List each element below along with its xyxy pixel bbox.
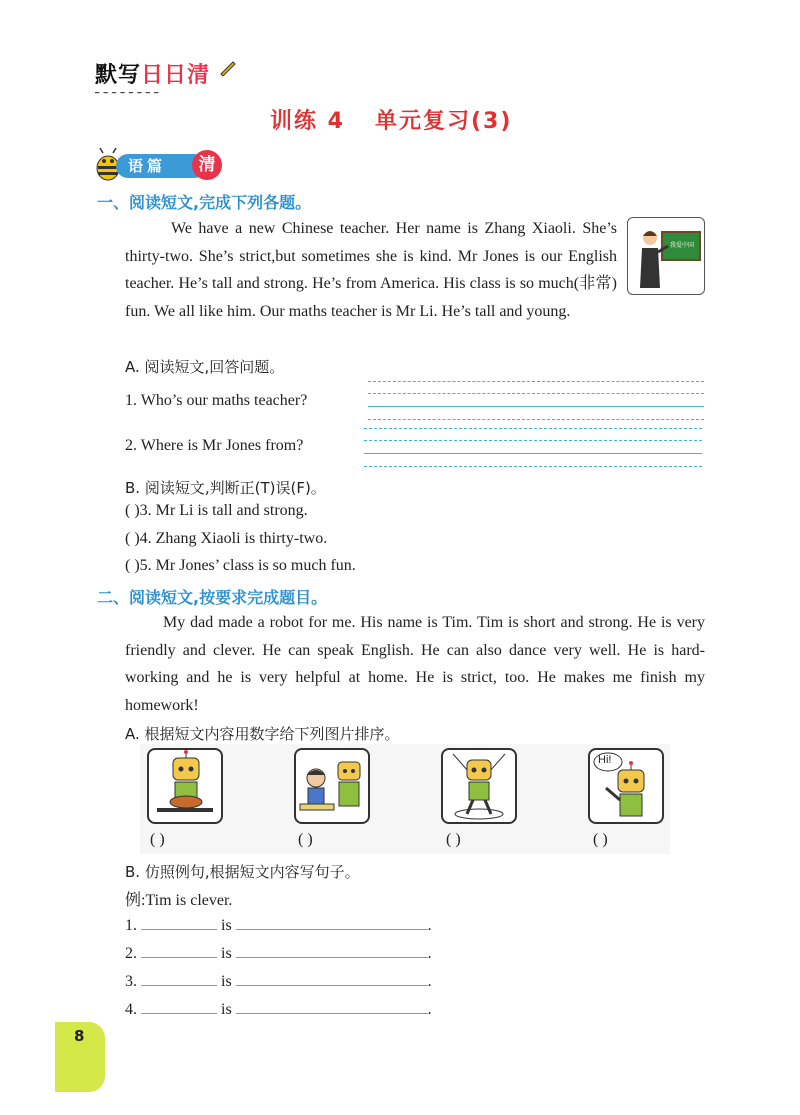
answer-baseline-1 <box>368 406 704 407</box>
part2-sub-b: B. 仿照例句,根据短文内容写句子。 <box>125 863 360 881</box>
tf-item-3[interactable] <box>125 502 308 520</box>
tf-paren: ( ) <box>125 530 140 547</box>
page-title <box>270 104 512 135</box>
blank-adjective[interactable] <box>236 914 428 930</box>
page-number: 8 <box>74 1027 85 1045</box>
picture-answer-3[interactable]: ( ) <box>446 831 461 848</box>
section-label: 语篇 <box>116 154 206 178</box>
blank-subject[interactable] <box>141 998 217 1014</box>
tf-text: 5. Mr Jones’ class is so much fun. <box>139 557 356 574</box>
blank-adjective[interactable] <box>236 942 428 958</box>
row-number: 1. <box>125 917 137 934</box>
blank-adjective[interactable] <box>236 970 428 986</box>
picture-robot-dancing <box>441 748 517 824</box>
part2-passage <box>125 609 705 719</box>
answer-dash-5 <box>364 440 702 441</box>
brand-part1: 默写 <box>95 63 142 88</box>
part2-heading: 二、阅读短文,按要求完成题目。 <box>97 588 328 607</box>
blank-subject[interactable] <box>141 914 217 930</box>
answer-baseline-2 <box>364 453 702 454</box>
tf-text: 4. Zhang Xiaoli is thirty-two. <box>139 530 328 547</box>
answer-dash-6 <box>364 466 702 467</box>
question-1: 1. Who’s our maths teacher? <box>125 392 308 409</box>
title-lesson: 训练 4 <box>270 109 345 134</box>
picture-robot-cooking <box>147 748 223 824</box>
brand-sub-decoration: ━ ━ ━ ━ ━ ━ ━ ━ <box>95 89 160 97</box>
tf-item-4[interactable] <box>125 530 327 548</box>
part1-heading: 一、阅读短文,完成下列各题。 <box>97 193 312 212</box>
row-number: 4. <box>125 1001 137 1018</box>
sentence-row-2 <box>125 942 432 963</box>
row-is: is <box>221 1001 232 1018</box>
row-is: is <box>221 973 232 990</box>
part2-sub-a: A. 根据短文内容用数字给下列图片排序。 <box>125 725 400 743</box>
sentence-row-1 <box>125 914 432 935</box>
question-2: 2. Where is Mr Jones from? <box>125 437 304 454</box>
tf-paren: ( ) <box>125 502 140 519</box>
brand-part2: 日日清 <box>141 63 211 88</box>
row-is: is <box>221 945 232 962</box>
answer-dash-3 <box>368 419 704 420</box>
robot-dancing-illustration <box>443 750 515 822</box>
row-number: 2. <box>125 945 137 962</box>
example-sentence: 例:Tim is clever. <box>125 892 233 909</box>
board-text: 我爱中国 <box>670 242 695 249</box>
hi-bubble-text: Hi! <box>598 754 612 766</box>
part1-passage-text: We have a new Chinese teacher. Her name is Zhang Xiaoli. She’s thirty-two. She’s strict,but sometimes she is kind. Mr Jones is our English teacher. He’s tall and strong. He’s from America. His class is so much(非常) fun. We all like him. Our maths teacher is Mr Li. He’s tall and young. <box>125 220 617 320</box>
part1-sub-a: A. 阅读短文,回答问题。 <box>125 358 285 376</box>
tf-paren: ( ) <box>125 557 140 574</box>
row-is: is <box>221 917 232 934</box>
blank-subject[interactable] <box>141 942 217 958</box>
section-circle: 清 <box>192 150 222 180</box>
row-period: . <box>427 945 432 962</box>
blank-adjective[interactable] <box>236 998 428 1014</box>
answer-dash-2 <box>368 393 704 394</box>
row-period: . <box>427 973 432 990</box>
tf-text: 3. Mr Li is tall and strong. <box>139 502 308 519</box>
robot-homework-illustration <box>296 750 368 822</box>
picture-robot-hi <box>588 748 664 824</box>
picture-answer-2[interactable]: ( ) <box>298 831 313 848</box>
picture-answer-1[interactable]: ( ) <box>150 831 165 848</box>
sentence-row-4 <box>125 998 432 1019</box>
part2-passage-text: My dad made a robot for me. His name is Tim. Tim is short and strong. He is very friendly and clever. He can speak English. He can also dance very well. He is hard-working and he is very helpful at home. He is strict, too. He makes me finish my homework! <box>125 614 705 714</box>
tf-item-5[interactable] <box>125 557 356 575</box>
answer-dash-4 <box>364 428 702 429</box>
picture-robot-homework <box>294 748 370 824</box>
answer-dash-1 <box>368 381 704 382</box>
brand-logo <box>95 58 255 98</box>
teacher-illustration <box>628 218 705 295</box>
pen-icon <box>219 58 237 76</box>
title-unit: 单元复习(3) <box>374 109 513 134</box>
row-period: . <box>427 1001 432 1018</box>
row-period: . <box>427 917 432 934</box>
row-number: 3. <box>125 973 137 990</box>
picture-answer-4[interactable]: ( ) <box>593 831 608 848</box>
sentence-row-3 <box>125 970 432 991</box>
blank-subject[interactable] <box>141 970 217 986</box>
part1-passage <box>125 215 705 325</box>
brand-title <box>95 58 255 89</box>
part1-sub-b: B. 阅读短文,判断正(T)误(F)。 <box>125 479 326 497</box>
robot-cooking-illustration <box>149 750 221 822</box>
section-badge <box>92 148 232 182</box>
teacher-picture <box>627 217 705 295</box>
